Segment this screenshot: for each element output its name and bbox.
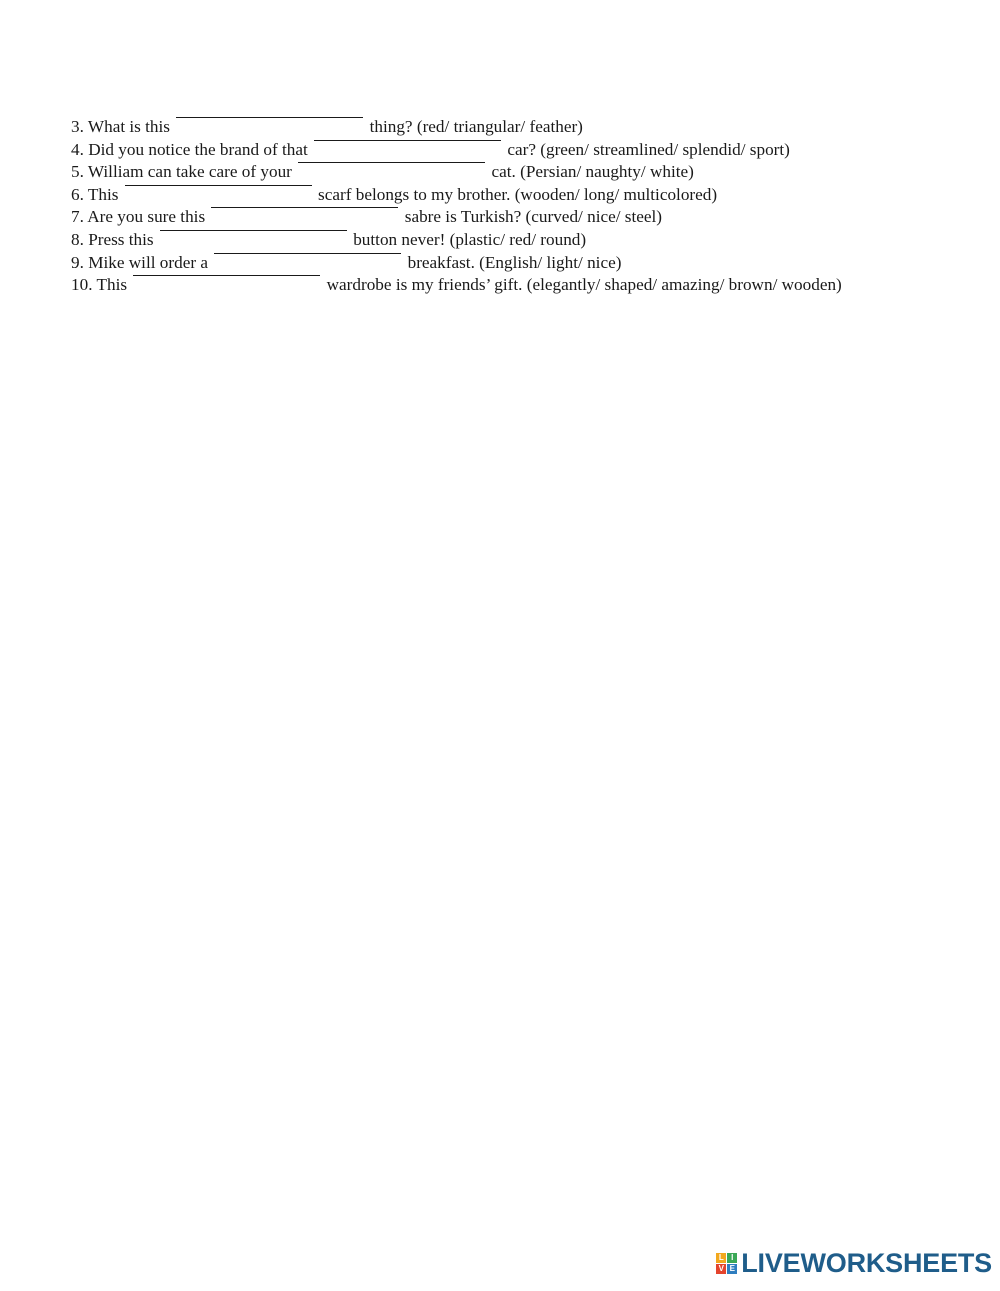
answer-blank-3[interactable] [176,116,363,118]
liveworksheets-logo [716,1249,992,1277]
logo-mark-cell: E [727,1264,737,1274]
question-9 [71,252,971,275]
logo-mark-cell: V [716,1264,726,1274]
question-prefix: 8. Press this [71,229,154,249]
logo-mark-cell: L [716,1253,726,1263]
question-suffix: breakfast. (English/ light/ nice) [407,252,622,272]
question-4 [71,139,971,162]
answer-blank-6[interactable] [125,184,312,186]
answer-blank-9[interactable] [214,252,401,254]
answer-blank-4[interactable] [314,139,501,141]
question-suffix: wardrobe is my friends’ gift. (elegantly/ shaped/ amazing/ brown/ wooden) [326,275,842,295]
answer-blank-8[interactable] [160,229,347,231]
question-suffix: car? (green/ streamlined/ splendid/ sport) [507,139,790,159]
question-prefix: 6. This [71,184,119,204]
question-suffix: thing? (red/ triangular/ feather) [369,117,583,136]
worksheet [71,116,971,297]
question-prefix: 4. Did you notice the brand of that [71,139,308,159]
question-8 [71,229,971,252]
answer-blank-10[interactable] [133,274,320,276]
question-suffix: cat. (Persian/ naughty/ white) [491,162,694,182]
logo-text: LIVEWORKSHEETS [741,1247,992,1278]
question-5 [71,161,971,184]
logo-mark-icon [716,1253,737,1274]
question-7 [71,206,971,229]
answer-blank-5[interactable] [298,161,485,163]
question-10 [71,274,971,297]
question-3 [71,116,971,139]
question-prefix: 7. Are you sure this [71,207,206,227]
question-prefix: 10. This [71,275,128,295]
logo-mark-cell: I [727,1253,737,1263]
question-suffix: button never! (plastic/ red/ round) [353,229,587,249]
question-suffix: scarf belongs to my brother. (wooden/ long/ multicolored) [318,184,718,204]
question-suffix: sabre is Turkish? (curved/ nice/ steel) [404,207,663,227]
question-6 [71,184,971,207]
question-prefix: 9. Mike will order a [71,252,208,272]
question-prefix: 5. William can take care of your [71,162,292,182]
question-prefix: 3. What is this [71,117,170,136]
answer-blank-7[interactable] [211,206,398,208]
